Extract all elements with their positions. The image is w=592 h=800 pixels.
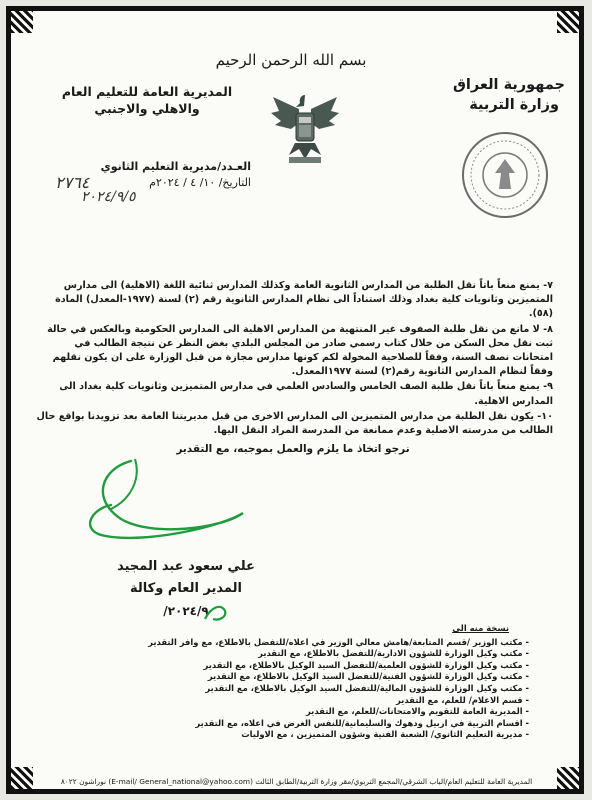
document-page <box>6 6 584 794</box>
republic-name: جمهورية العراق <box>452 77 565 93</box>
border-ornament <box>557 11 579 33</box>
handwritten-number: ٢٧٦٤ <box>55 173 90 192</box>
ministry-header <box>395 75 565 115</box>
basmala: بسم الله الرحمن الرحيم <box>215 51 367 69</box>
eagle-emblem-icon <box>269 89 341 167</box>
border-ornament <box>11 11 33 33</box>
signatory-title: المدير العام وكالة <box>130 581 242 596</box>
paragraph-7: ٧- يمنع منعاً باتاً نقل الطلبة من المدارس الثانوية العامة وكذلك المدارس ثنائية اللغة (الاهلية) الى مدارس المتميزين وثانويات كلية بغداد وذلك استناداً الى نظام المدارس الثانوية رقم (٢) لسنة (١٩٧٧-المعدل) المادة (٥٨). <box>55 280 553 320</box>
copy-item: - مكتب وكيل الوزارة للشؤون الادارية/للتفضل بالاطلاع، مع التقدير <box>258 648 529 659</box>
closing-line: نرجو اتخاذ ما يلزم والعمل بموجبه، مع التقدير <box>176 443 410 456</box>
official-seal-icon <box>459 129 551 221</box>
date-label: التاريخ/ ١٠/ ٤ / ٢٠٢٤م <box>149 176 251 189</box>
directorate-header <box>47 83 247 117</box>
copy-item: - اقسام التربية في اربيل ودهوك والسليمانية/للنفس الغرض في اعلاه، مع التقدير <box>195 717 529 728</box>
signature-date: ٢٠٢٤/٩/ <box>163 604 209 618</box>
signatory-name: علي سعود عبد المجيد <box>117 559 255 574</box>
copy-item: - مكتب وكيل الوزارة للشؤون العلمية/للتفضل السيد الوكيل بالاطلاع، مع التقدير <box>203 659 529 670</box>
directorate-line-1: المديرية العامة للتعليم العام <box>61 84 233 99</box>
signature-block <box>101 556 271 622</box>
sub-directorate: العـدد/مديرية التعليم الثانوي <box>100 160 251 173</box>
handwritten-mark <box>201 601 231 625</box>
directorate-line-2: والاهلي والاجنبي <box>94 101 200 116</box>
letter-body <box>33 279 553 456</box>
paragraph-10: ١٠- يكون نقل الطلبة من مدارس المتميزين الى المدارس الاخرى من قبل مديريتنا العامة بعد تزويدنا بواقع حال الطالب من مدرسته الاصلية وعدم ممانعة من المدرسة المراد النقل اليها. <box>36 410 553 437</box>
footer-address: المديرية العامة للتعليم العام/الباب الشرقي/المجمع التربوي/مقر وزارة التربية/الطابق الثالث (E-mail/ General_national@yahoo.com) نوراشون ٨٠٢٢ <box>60 777 533 786</box>
copy-item: - قسم الاعلام/ للعلم، مع التقدير <box>395 694 529 705</box>
copies-title: نسخة منه الى <box>452 623 509 633</box>
paragraph-9: ٩- يمنع منعاً باتاً نقل طلبة الصف الخامس والسادس العلمي في مدارس المتميزين وثانويات كلية بغداد الى المدارس الاهلية. <box>59 381 553 407</box>
copies-list <box>29 623 529 741</box>
copy-item: - المديرية العامة للتقويم والامتحانات/للعلم، مع التقدير <box>305 706 529 717</box>
copy-item: - مكتب الوزير /قسم المتابعة/هامش معالي الوزير في اعلاه/للتفضل بالاطلاع، مع وافر التقدير <box>148 636 529 647</box>
reference-block <box>61 159 251 191</box>
signature-scribble <box>71 449 251 549</box>
copy-item: - مديرية التعليم الثانوي/ الشعبة الفنية وشؤون المتميزين ، مع الاوليات <box>241 729 529 740</box>
handwritten-date: ٢٠٢٤/٩/٥ <box>81 189 136 205</box>
copy-item: - مكتب وكيل الوزارة للشؤون المالية/للتفضل السيد الوكيل بالاطلاع، مع التقدير <box>205 682 529 693</box>
paragraph-8: ٨- لا مانع من نقل طلبة الصفوف غير المنتهية من المدارس الاهلية الى المدارس الحكومية وبالعكس في حالة ثبت نقل محل السكن من خلال كتاب رسمي صادر من المجلس البلدي بغض النظر عن نتيجة الطالب في امتحانات نصف السنة، وفقاً للصلاحية المخولة لكم كونها مدارس مجازة من قبل الوزارة على ان يكون نقلهم وفقاً لنظام المدارس الثانوية رقم(٢) لسنة ١٩٧٧المعدل. <box>47 323 553 378</box>
copy-item: - مكتب وكيل الوزارة للشؤون الفنية/للتفضل السيد الوكيل بالاطلاع، مع التقدير <box>207 671 529 682</box>
ministry-name: وزارة التربية <box>469 97 559 113</box>
